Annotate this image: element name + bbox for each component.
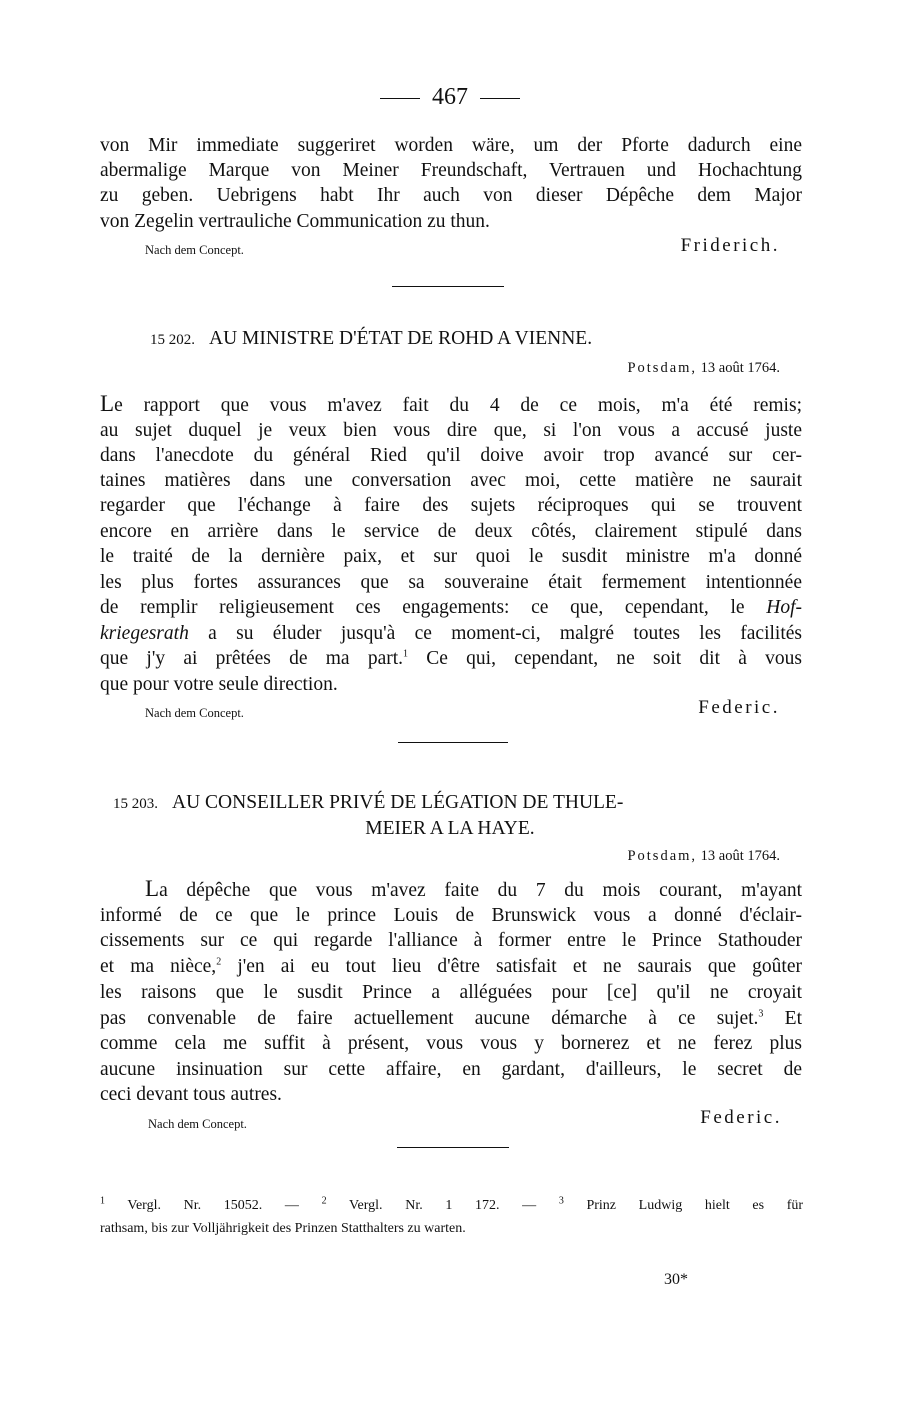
section-divider <box>392 286 504 287</box>
letter-date: 13 août 1764. <box>700 360 780 376</box>
letter-line-2: au sujet duquel je veux bien vous dire que, si l'on vous a accusé juste <box>100 420 802 441</box>
initial-letter: L <box>145 876 160 901</box>
footnote-ref: 2 <box>216 956 222 968</box>
letter-line-8: les plus fortes assurances que sa souveraine était fermement intentionnée <box>100 572 802 593</box>
letter-title-continued: MEIER A LA HAYE. <box>365 818 535 839</box>
intro-line-4: von Zegelin vertrauliche Communication zu thun. <box>100 211 490 232</box>
letter-line-6: encore en arrière dans le service de deux côtés, clairement stipulé dans <box>100 521 802 542</box>
intro-line-3: zu geben. Uebrigens habt Ihr auch von dieser Dépêche dem Major <box>100 185 802 206</box>
signature: Friderich. <box>680 235 780 256</box>
folio-dash-right <box>480 98 520 99</box>
footnote-marker: 1 <box>100 1195 105 1207</box>
letter-line-10: kriegesrath a su éluder jusqu'à ce moment-ci, malgré toutes les facilités <box>100 623 802 644</box>
letter-heading <box>113 792 623 814</box>
letter-line-3: dans l'anecdote du général Ried qu'il doive avoir trop avancé sur cer- <box>100 445 802 466</box>
initial-letter: L <box>100 391 115 416</box>
source-note: Nach dem Concept. <box>148 1117 247 1131</box>
letter-line-9: de remplir religieusement ces engagements: ce que, cependant, le Hof- <box>100 597 803 618</box>
letter-line-4: et ma nièce,$^2$ j'en ai eu tout lieu d'être satisfait et ne saurais que goûter <box>100 956 802 977</box>
section-divider <box>398 742 508 743</box>
letter-line-5: regarder que l'échange à faire des sujets réciproques qui se trouvent <box>100 495 802 516</box>
letter-number: 15 203. <box>113 796 158 812</box>
folio-dash-left <box>380 98 420 99</box>
footnote-line-1: $^1$ Vergl. Nr. 15052. — $^2$ Vergl. Nr. 1 172. — $^3$ Prinz Ludwig hielt es für <box>100 1195 804 1213</box>
letter-date: 13 août 1764. <box>700 848 780 864</box>
letter-title: AU CONSEILLER PRIVÉ DE LÉGATION DE THULE- <box>172 792 624 813</box>
source-note: Nach dem Concept. <box>145 706 244 720</box>
footnote-marker: 3 <box>558 1195 564 1207</box>
intro-line-1: von Mir immediate suggeriret worden wäre, um der Pforte dadurch eine <box>100 135 802 156</box>
section-divider <box>397 1147 509 1148</box>
intro-line-2: abermalige Marque von Meiner Freundschaft, Vertrauen und Hochachtung <box>100 160 802 181</box>
letter-number: 15 202. <box>150 332 195 348</box>
letter-line-7: comme cela me suffit à présent, vous vous y bornerez et ne ferez plus <box>100 1033 802 1054</box>
footnote-line-2: rathsam, bis zur Volljährigkeit des Prinzen Statthalters zu warten. <box>100 1221 466 1236</box>
signature: Federic. <box>700 1107 782 1128</box>
letter-title: AU MINISTRE D'ÉTAT DE ROHD A VIENNE. <box>209 328 593 349</box>
letter-line-7: le traité de la dernière paix, et sur quoi le susdit ministre m'a donné <box>100 546 802 567</box>
footnote-marker: 2 <box>321 1195 327 1207</box>
letter-heading <box>150 328 592 350</box>
letter-dateline <box>627 360 780 377</box>
letter-line-3: cissements sur ce qui regarde l'alliance à former entre le Prince Stathouder <box>100 930 802 951</box>
italic-term: Hof- <box>766 597 803 618</box>
letter-line-9: ceci devant tous autres. <box>100 1084 282 1105</box>
letter-line-5: les raisons que le susdit Prince a alléguées pour [ce] qu'il ne croyait <box>100 982 802 1003</box>
letter-line-11: que j'y ai prêtées de ma part.$^1$ Ce qui, cependant, ne soit dit à vous <box>100 648 803 669</box>
letter-place: Potsdam, <box>627 360 698 376</box>
signature: Federic. <box>698 697 780 718</box>
italic-term: kriegesrath <box>100 623 189 644</box>
letter-line-12: que pour votre seule direction. <box>100 674 338 695</box>
footnote-ref: 1 <box>403 648 409 660</box>
letter-place: Potsdam, <box>627 848 698 864</box>
page-number: 467 <box>0 84 900 111</box>
letter-line-1: Le rapport que vous m'avez fait du 4 de ce mois, m'a été remis; <box>100 391 802 416</box>
signature-mark: 30* <box>664 1271 688 1288</box>
letter-line-8: aucune insinuation sur cette affaire, en gardant, d'ailleurs, le secret de <box>100 1059 802 1080</box>
letter-line-4: taines matières dans une conversation avec moi, cette matière ne saurait <box>100 470 802 491</box>
letter-line-6: pas convenable de faire actuellement aucune démarche à ce sujet.$^3$ Et <box>100 1008 802 1029</box>
letter-dateline <box>627 848 780 865</box>
source-note: Nach dem Concept. <box>145 243 244 257</box>
footnote-ref: 3 <box>758 1008 764 1020</box>
letter-line-1: La dépêche que vous m'avez faite du 7 du mois courant, m'ayant <box>145 876 802 901</box>
letter-line-2: informé de ce que le prince Louis de Brunswick vous a donné d'éclair- <box>100 905 802 926</box>
